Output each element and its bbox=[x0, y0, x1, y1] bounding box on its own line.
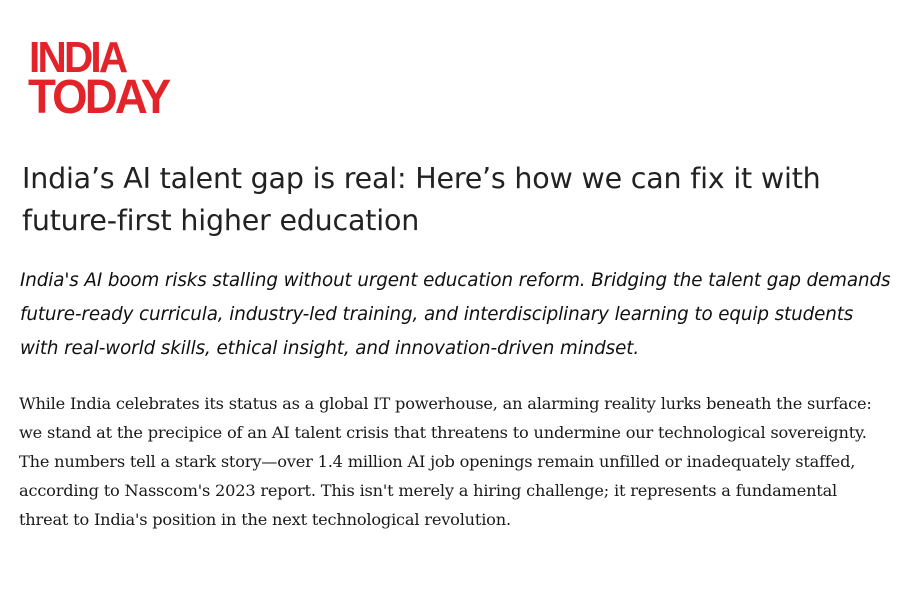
india-today-logo[interactable] bbox=[28, 33, 218, 124]
article-headline: India’s AI talent gap is real: Here’s how we can fix it with future-first higher education bbox=[22, 162, 821, 237]
article-paragraph: While India celebrates its status as a global IT powerhouse, an alarming reality lurks beneath the surface: we stand at the precipice of an AI talent crisis that threatens to undermine our technological sovereignty. The numbers tell a stark story—over 1.4 million AI job openings remain unfilled or inadequately staffed, according to Nasscom's 2023 report. This isn't merely a hiring challenge; it represents a fundamental threat to India's position in the next technological revolution. bbox=[19, 394, 872, 529]
logo-line-india: INDIA bbox=[29, 33, 126, 82]
article-summary: India's AI boom risks stalling without urgent education reform. Bridging the talent gap demands future-ready curricula, industry-led training, and interdisciplinary learning to equip students with real-world skills, ethical insight, and innovation-driven mindset. bbox=[20, 270, 891, 359]
logo-line-today: TODAY bbox=[28, 71, 169, 124]
